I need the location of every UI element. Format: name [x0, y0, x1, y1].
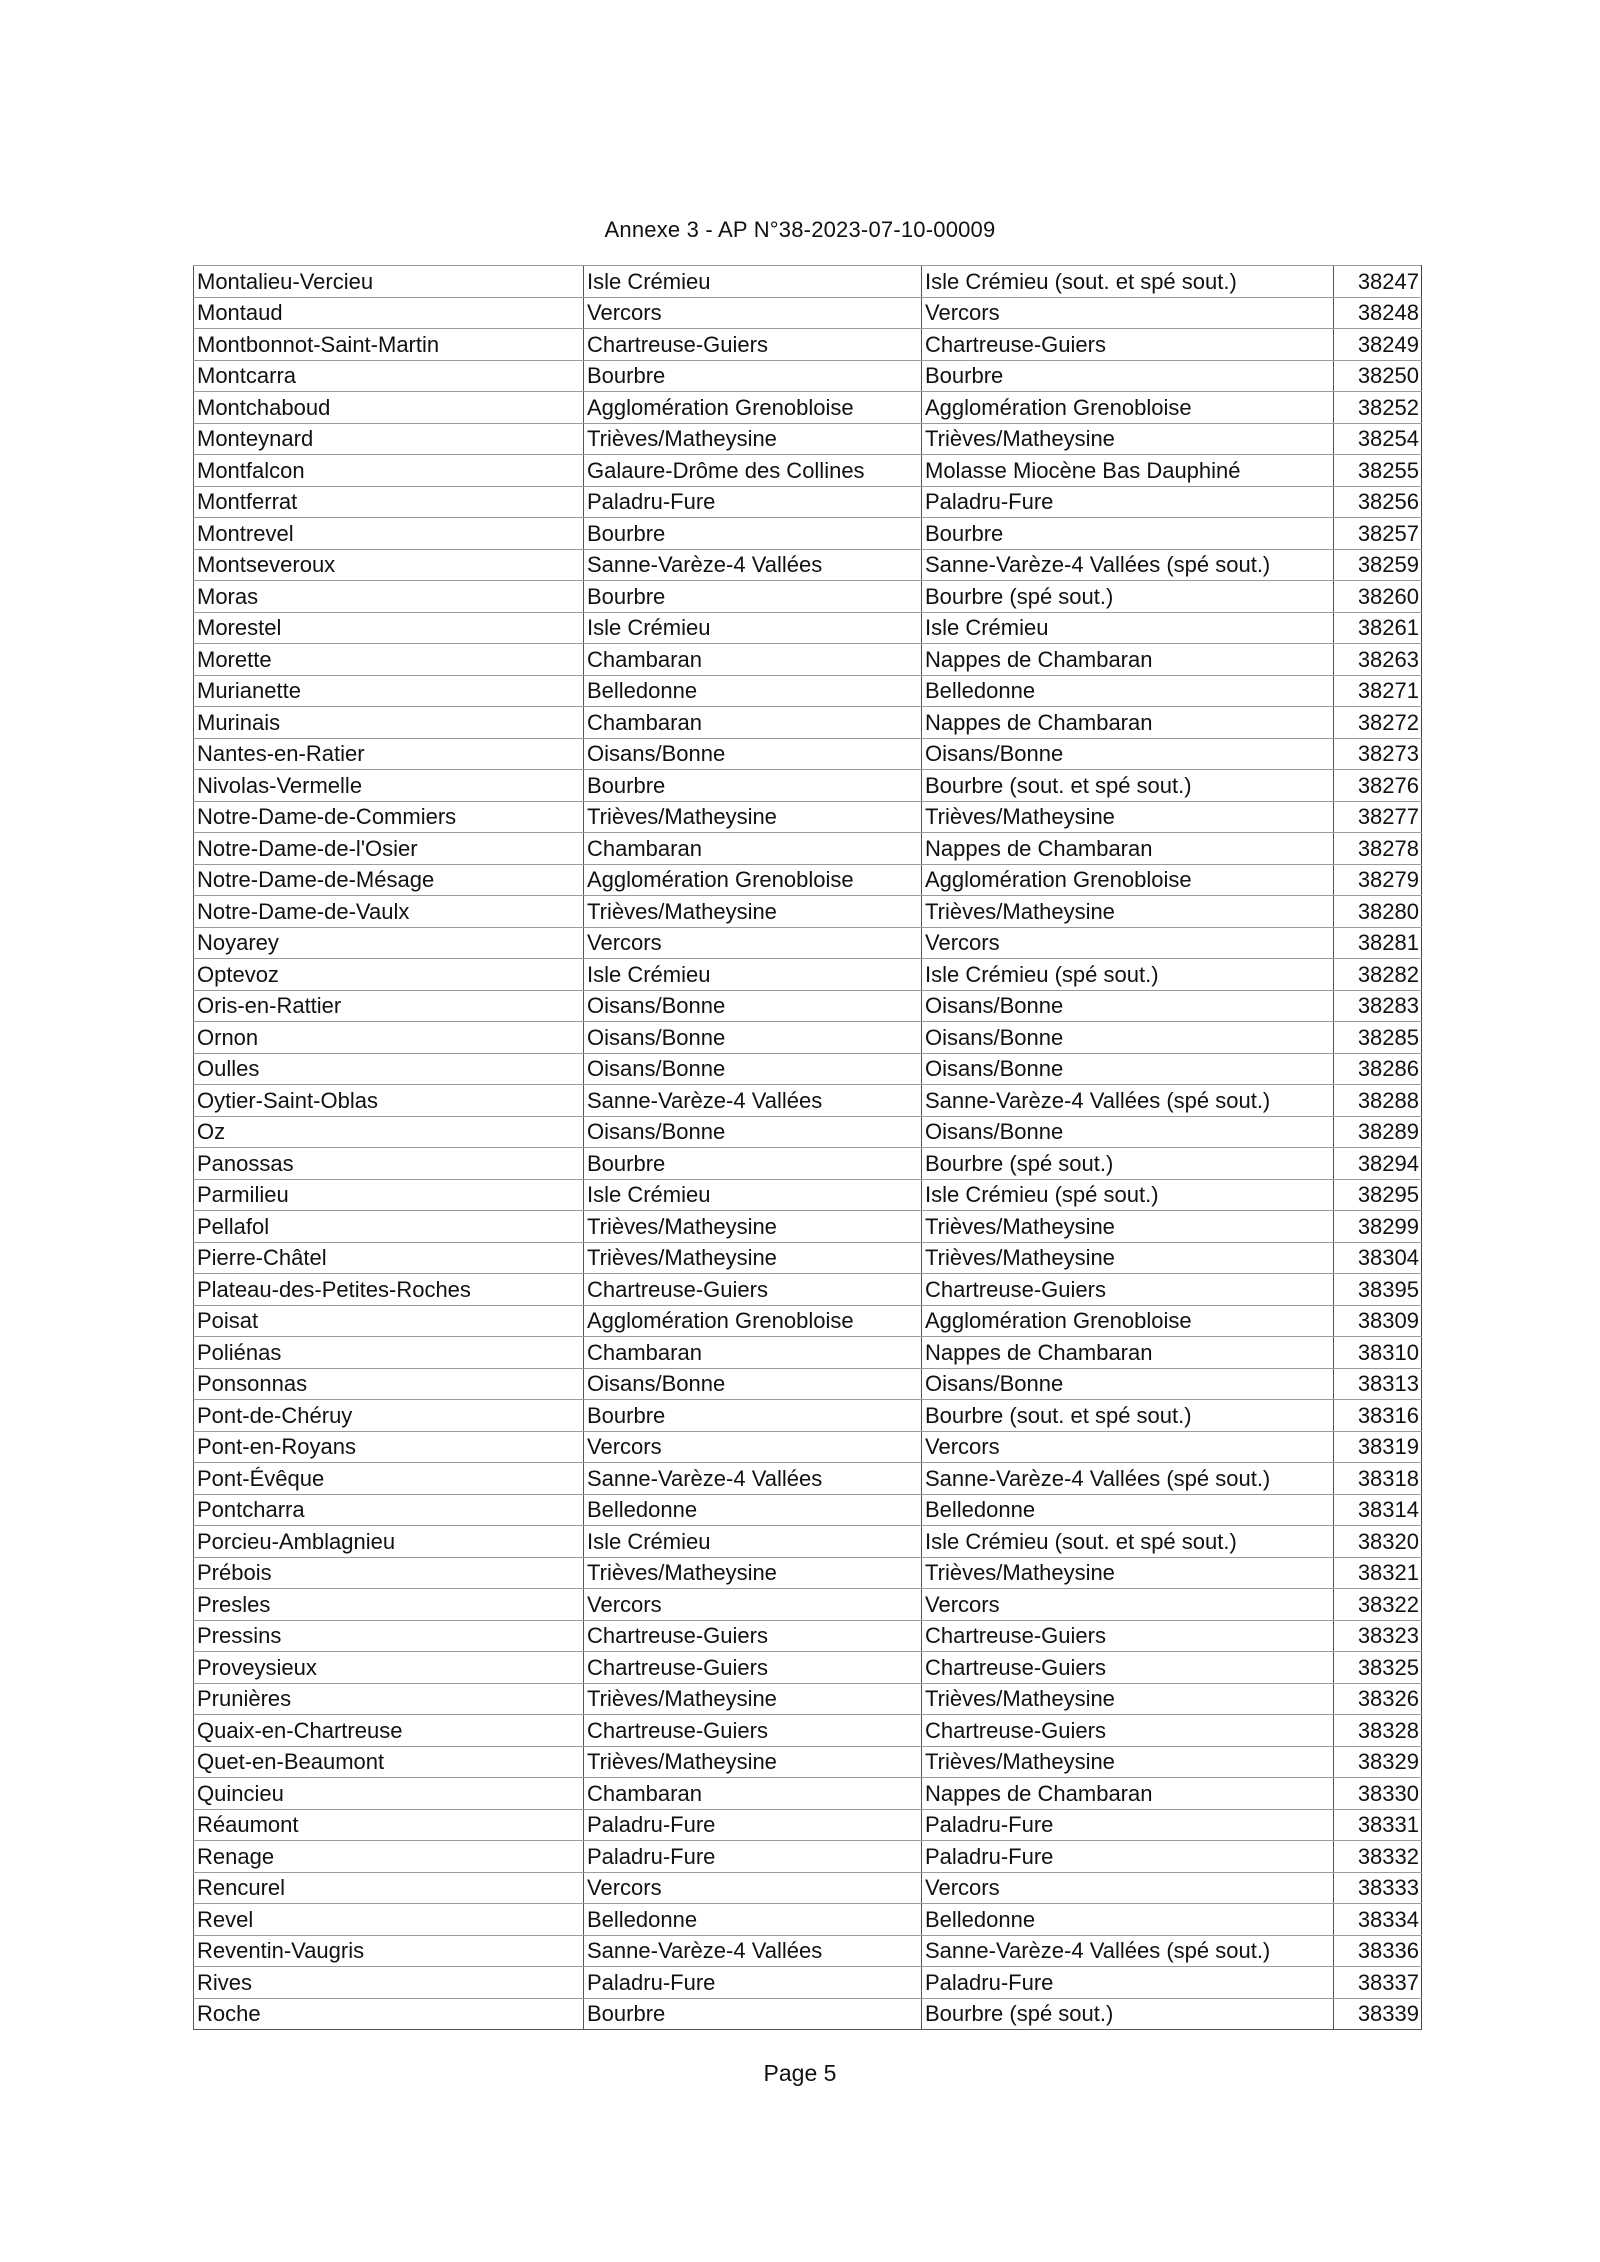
table-row	[194, 1967, 1422, 1999]
subzone-name-cell: Bourbre (spé sout.)	[922, 1998, 1334, 2030]
zone-name-cell: Sanne-Varèze-4 Vallées	[584, 1085, 922, 1117]
table-row	[194, 1872, 1422, 1904]
subzone-name-cell: Vercors	[922, 1431, 1334, 1463]
zone-name-cell: Chartreuse-Guiers	[584, 1715, 922, 1747]
commune-name-cell: Oris-en-Rattier	[194, 990, 584, 1022]
zone-name-cell: Isle Crémieu	[584, 266, 922, 298]
table-row	[194, 1337, 1422, 1369]
zone-name-cell: Trièves/Matheysine	[584, 1211, 922, 1243]
subzone-name-cell: Sanne-Varèze-4 Vallées (spé sout.)	[922, 1085, 1334, 1117]
subzone-name-cell: Sanne-Varèze-4 Vallées (spé sout.)	[922, 1463, 1334, 1495]
commune-name-cell: Nivolas-Vermelle	[194, 770, 584, 802]
insee-code-cell: 38259	[1334, 549, 1422, 581]
subzone-name-cell: Belledonne	[922, 675, 1334, 707]
commune-name-cell: Pontcharra	[194, 1494, 584, 1526]
insee-code-cell: 38328	[1334, 1715, 1422, 1747]
commune-name-cell: Montaud	[194, 297, 584, 329]
commune-name-cell: Porcieu-Amblagnieu	[194, 1526, 584, 1558]
commune-name-cell: Noyarey	[194, 927, 584, 959]
zone-name-cell: Oisans/Bonne	[584, 1022, 922, 1054]
table-row	[194, 1148, 1422, 1180]
commune-name-cell: Roche	[194, 1998, 584, 2030]
table-row	[194, 1463, 1422, 1495]
commune-name-cell: Rencurel	[194, 1872, 584, 1904]
commune-name-cell: Prunières	[194, 1683, 584, 1715]
subzone-name-cell: Bourbre (sout. et spé sout.)	[922, 770, 1334, 802]
zone-name-cell: Vercors	[584, 1589, 922, 1621]
zone-name-cell: Sanne-Varèze-4 Vallées	[584, 1463, 922, 1495]
zone-name-cell: Trièves/Matheysine	[584, 801, 922, 833]
commune-name-cell: Oz	[194, 1116, 584, 1148]
insee-code-cell: 38289	[1334, 1116, 1422, 1148]
commune-name-cell: Morette	[194, 644, 584, 676]
commune-name-cell: Notre-Dame-de-Vaulx	[194, 896, 584, 928]
commune-name-cell: Montferrat	[194, 486, 584, 518]
commune-name-cell: Revel	[194, 1904, 584, 1936]
commune-name-cell: Pont-en-Royans	[194, 1431, 584, 1463]
insee-code-cell: 38257	[1334, 518, 1422, 550]
zone-name-cell: Bourbre	[584, 1400, 922, 1432]
zone-name-cell: Bourbre	[584, 1148, 922, 1180]
insee-code-cell: 38277	[1334, 801, 1422, 833]
insee-code-cell: 38263	[1334, 644, 1422, 676]
table-row	[194, 1431, 1422, 1463]
zone-name-cell: Oisans/Bonne	[584, 1368, 922, 1400]
commune-name-cell: Quet-en-Beaumont	[194, 1746, 584, 1778]
zone-name-cell: Oisans/Bonne	[584, 738, 922, 770]
subzone-name-cell: Trièves/Matheysine	[922, 1211, 1334, 1243]
table-row	[194, 644, 1422, 676]
communes-table	[193, 265, 1422, 2030]
table-row	[194, 959, 1422, 991]
zone-name-cell: Agglomération Grenobloise	[584, 1305, 922, 1337]
table-row	[194, 297, 1422, 329]
insee-code-cell: 38313	[1334, 1368, 1422, 1400]
subzone-name-cell: Isle Crémieu (sout. et spé sout.)	[922, 266, 1334, 298]
insee-code-cell: 38248	[1334, 297, 1422, 329]
zone-name-cell: Chartreuse-Guiers	[584, 1274, 922, 1306]
table-row	[194, 423, 1422, 455]
subzone-name-cell: Sanne-Varèze-4 Vallées (spé sout.)	[922, 1935, 1334, 1967]
table-row	[194, 392, 1422, 424]
table-row	[194, 1053, 1422, 1085]
insee-code-cell: 38337	[1334, 1967, 1422, 1999]
subzone-name-cell: Trièves/Matheysine	[922, 1683, 1334, 1715]
table-row	[194, 1778, 1422, 1810]
table-row	[194, 1368, 1422, 1400]
table-row	[194, 360, 1422, 392]
zone-name-cell: Oisans/Bonne	[584, 1116, 922, 1148]
insee-code-cell: 38252	[1334, 392, 1422, 424]
zone-name-cell: Trièves/Matheysine	[584, 1746, 922, 1778]
subzone-name-cell: Isle Crémieu	[922, 612, 1334, 644]
insee-code-cell: 38320	[1334, 1526, 1422, 1558]
subzone-name-cell: Vercors	[922, 1872, 1334, 1904]
insee-code-cell: 38256	[1334, 486, 1422, 518]
table-row	[194, 1589, 1422, 1621]
zone-name-cell: Chambaran	[584, 1778, 922, 1810]
table-row	[194, 1085, 1422, 1117]
zone-name-cell: Isle Crémieu	[584, 612, 922, 644]
insee-code-cell: 38318	[1334, 1463, 1422, 1495]
insee-code-cell: 38272	[1334, 707, 1422, 739]
insee-code-cell: 38273	[1334, 738, 1422, 770]
subzone-name-cell: Vercors	[922, 1589, 1334, 1621]
zone-name-cell: Paladru-Fure	[584, 1967, 922, 1999]
zone-name-cell: Trièves/Matheysine	[584, 1683, 922, 1715]
table-row	[194, 1841, 1422, 1873]
commune-name-cell: Réaumont	[194, 1809, 584, 1841]
subzone-name-cell: Trièves/Matheysine	[922, 1557, 1334, 1589]
insee-code-cell: 38278	[1334, 833, 1422, 865]
table-row	[194, 1683, 1422, 1715]
insee-code-cell: 38254	[1334, 423, 1422, 455]
table-row	[194, 1935, 1422, 1967]
subzone-name-cell: Chartreuse-Guiers	[922, 1620, 1334, 1652]
subzone-name-cell: Vercors	[922, 297, 1334, 329]
subzone-name-cell: Isle Crémieu (spé sout.)	[922, 959, 1334, 991]
subzone-name-cell: Oisans/Bonne	[922, 1053, 1334, 1085]
insee-code-cell: 38321	[1334, 1557, 1422, 1589]
subzone-name-cell: Chartreuse-Guiers	[922, 1715, 1334, 1747]
subzone-name-cell: Nappes de Chambaran	[922, 644, 1334, 676]
commune-name-cell: Poisat	[194, 1305, 584, 1337]
commune-name-cell: Montseveroux	[194, 549, 584, 581]
insee-code-cell: 38281	[1334, 927, 1422, 959]
commune-name-cell: Quincieu	[194, 1778, 584, 1810]
commune-name-cell: Oytier-Saint-Oblas	[194, 1085, 584, 1117]
zone-name-cell: Chambaran	[584, 1337, 922, 1369]
subzone-name-cell: Bourbre (spé sout.)	[922, 1148, 1334, 1180]
commune-name-cell: Pont-de-Chéruy	[194, 1400, 584, 1432]
insee-code-cell: 38326	[1334, 1683, 1422, 1715]
zone-name-cell: Isle Crémieu	[584, 1179, 922, 1211]
table-row	[194, 486, 1422, 518]
zone-name-cell: Chartreuse-Guiers	[584, 1652, 922, 1684]
commune-name-cell: Monteynard	[194, 423, 584, 455]
zone-name-cell: Vercors	[584, 927, 922, 959]
insee-code-cell: 38336	[1334, 1935, 1422, 1967]
subzone-name-cell: Agglomération Grenobloise	[922, 392, 1334, 424]
commune-name-cell: Plateau-des-Petites-Roches	[194, 1274, 584, 1306]
zone-name-cell: Bourbre	[584, 581, 922, 613]
subzone-name-cell: Bourbre	[922, 360, 1334, 392]
table-row	[194, 266, 1422, 298]
commune-name-cell: Pierre-Châtel	[194, 1242, 584, 1274]
zone-name-cell: Vercors	[584, 1431, 922, 1463]
table-row	[194, 833, 1422, 865]
zone-name-cell: Isle Crémieu	[584, 1526, 922, 1558]
commune-name-cell: Montrevel	[194, 518, 584, 550]
subzone-name-cell: Agglomération Grenobloise	[922, 1305, 1334, 1337]
zone-name-cell: Belledonne	[584, 1904, 922, 1936]
zone-name-cell: Bourbre	[584, 1998, 922, 2030]
insee-code-cell: 38325	[1334, 1652, 1422, 1684]
table-row	[194, 864, 1422, 896]
subzone-name-cell: Paladru-Fure	[922, 1809, 1334, 1841]
page-number: Page 5	[763, 2060, 837, 2086]
zone-name-cell: Isle Crémieu	[584, 959, 922, 991]
insee-code-cell: 38314	[1334, 1494, 1422, 1526]
zone-name-cell: Vercors	[584, 297, 922, 329]
insee-code-cell: 38395	[1334, 1274, 1422, 1306]
subzone-name-cell: Bourbre (spé sout.)	[922, 581, 1334, 613]
table-row	[194, 1557, 1422, 1589]
table-row	[194, 770, 1422, 802]
zone-name-cell: Agglomération Grenobloise	[584, 392, 922, 424]
subzone-name-cell: Bourbre	[922, 518, 1334, 550]
insee-code-cell: 38323	[1334, 1620, 1422, 1652]
table-row	[194, 1809, 1422, 1841]
commune-name-cell: Notre-Dame-de-l'Osier	[194, 833, 584, 865]
commune-name-cell: Morestel	[194, 612, 584, 644]
commune-name-cell: Optevoz	[194, 959, 584, 991]
subzone-name-cell: Oisans/Bonne	[922, 1368, 1334, 1400]
commune-name-cell: Panossas	[194, 1148, 584, 1180]
commune-name-cell: Renage	[194, 1841, 584, 1873]
insee-code-cell: 38299	[1334, 1211, 1422, 1243]
table-row	[194, 896, 1422, 928]
zone-name-cell: Paladru-Fure	[584, 1809, 922, 1841]
zone-name-cell: Paladru-Fure	[584, 486, 922, 518]
table-row	[194, 1211, 1422, 1243]
insee-code-cell: 38288	[1334, 1085, 1422, 1117]
commune-name-cell: Pont-Évêque	[194, 1463, 584, 1495]
commune-name-cell: Montcarra	[194, 360, 584, 392]
subzone-name-cell: Oisans/Bonne	[922, 738, 1334, 770]
subzone-name-cell: Oisans/Bonne	[922, 990, 1334, 1022]
subzone-name-cell: Trièves/Matheysine	[922, 1746, 1334, 1778]
insee-code-cell: 38280	[1334, 896, 1422, 928]
commune-name-cell: Poliénas	[194, 1337, 584, 1369]
commune-name-cell: Montbonnot-Saint-Martin	[194, 329, 584, 361]
commune-name-cell: Montchaboud	[194, 392, 584, 424]
table-row	[194, 1904, 1422, 1936]
zone-name-cell: Galaure-Drôme des Collines	[584, 455, 922, 487]
zone-name-cell: Oisans/Bonne	[584, 1053, 922, 1085]
zone-name-cell: Bourbre	[584, 518, 922, 550]
subzone-name-cell: Chartreuse-Guiers	[922, 1274, 1334, 1306]
insee-code-cell: 38339	[1334, 1998, 1422, 2030]
insee-code-cell: 38285	[1334, 1022, 1422, 1054]
subzone-name-cell: Nappes de Chambaran	[922, 833, 1334, 865]
subzone-name-cell: Sanne-Varèze-4 Vallées (spé sout.)	[922, 549, 1334, 581]
zone-name-cell: Belledonne	[584, 1494, 922, 1526]
subzone-name-cell: Bourbre (sout. et spé sout.)	[922, 1400, 1334, 1432]
insee-code-cell: 38322	[1334, 1589, 1422, 1621]
commune-name-cell: Montfalcon	[194, 455, 584, 487]
insee-code-cell: 38276	[1334, 770, 1422, 802]
subzone-name-cell: Oisans/Bonne	[922, 1022, 1334, 1054]
commune-name-cell: Ponsonnas	[194, 1368, 584, 1400]
table-row	[194, 1715, 1422, 1747]
commune-name-cell: Quaix-en-Chartreuse	[194, 1715, 584, 1747]
table-row	[194, 1998, 1422, 2030]
table-row	[194, 1242, 1422, 1274]
commune-name-cell: Notre-Dame-de-Commiers	[194, 801, 584, 833]
table-row	[194, 1652, 1422, 1684]
zone-name-cell: Paladru-Fure	[584, 1841, 922, 1873]
commune-name-cell: Notre-Dame-de-Mésage	[194, 864, 584, 896]
commune-name-cell: Oulles	[194, 1053, 584, 1085]
table-row	[194, 612, 1422, 644]
zone-name-cell: Oisans/Bonne	[584, 990, 922, 1022]
commune-name-cell: Montalieu-Vercieu	[194, 266, 584, 298]
zone-name-cell: Belledonne	[584, 675, 922, 707]
subzone-name-cell: Oisans/Bonne	[922, 1116, 1334, 1148]
insee-code-cell: 38304	[1334, 1242, 1422, 1274]
subzone-name-cell: Agglomération Grenobloise	[922, 864, 1334, 896]
table-row	[194, 801, 1422, 833]
commune-name-cell: Nantes-en-Ratier	[194, 738, 584, 770]
table-row	[194, 927, 1422, 959]
zone-name-cell: Trièves/Matheysine	[584, 1242, 922, 1274]
insee-code-cell: 38333	[1334, 1872, 1422, 1904]
insee-code-cell: 38316	[1334, 1400, 1422, 1432]
zone-name-cell: Chambaran	[584, 833, 922, 865]
zone-name-cell: Agglomération Grenobloise	[584, 864, 922, 896]
zone-name-cell: Bourbre	[584, 770, 922, 802]
table-row	[194, 549, 1422, 581]
subzone-name-cell: Trièves/Matheysine	[922, 801, 1334, 833]
table-row	[194, 1746, 1422, 1778]
zone-name-cell: Chambaran	[584, 707, 922, 739]
subzone-name-cell: Vercors	[922, 927, 1334, 959]
subzone-name-cell: Trièves/Matheysine	[922, 896, 1334, 928]
zone-name-cell: Sanne-Varèze-4 Vallées	[584, 549, 922, 581]
insee-code-cell: 38247	[1334, 266, 1422, 298]
zone-name-cell: Trièves/Matheysine	[584, 1557, 922, 1589]
insee-code-cell: 38295	[1334, 1179, 1422, 1211]
table-row	[194, 1526, 1422, 1558]
subzone-name-cell: Chartreuse-Guiers	[922, 329, 1334, 361]
table-row	[194, 455, 1422, 487]
table-row	[194, 1305, 1422, 1337]
page-title: Annexe 3 - AP N°38-2023-07-10-00009	[604, 217, 996, 242]
commune-name-cell: Moras	[194, 581, 584, 613]
insee-code-cell: 38261	[1334, 612, 1422, 644]
insee-code-cell: 38331	[1334, 1809, 1422, 1841]
insee-code-cell: 38260	[1334, 581, 1422, 613]
subzone-name-cell: Isle Crémieu (sout. et spé sout.)	[922, 1526, 1334, 1558]
subzone-name-cell: Trièves/Matheysine	[922, 423, 1334, 455]
insee-code-cell: 38286	[1334, 1053, 1422, 1085]
insee-code-cell: 38309	[1334, 1305, 1422, 1337]
insee-code-cell: 38329	[1334, 1746, 1422, 1778]
commune-name-cell: Prébois	[194, 1557, 584, 1589]
subzone-name-cell: Nappes de Chambaran	[922, 707, 1334, 739]
insee-code-cell: 38279	[1334, 864, 1422, 896]
zone-name-cell: Sanne-Varèze-4 Vallées	[584, 1935, 922, 1967]
subzone-name-cell: Paladru-Fure	[922, 1841, 1334, 1873]
subzone-name-cell: Isle Crémieu (spé sout.)	[922, 1179, 1334, 1211]
subzone-name-cell: Nappes de Chambaran	[922, 1778, 1334, 1810]
insee-code-cell: 38255	[1334, 455, 1422, 487]
table-row	[194, 990, 1422, 1022]
subzone-name-cell: Paladru-Fure	[922, 1967, 1334, 1999]
table-row	[194, 1116, 1422, 1148]
table-row	[194, 1494, 1422, 1526]
commune-name-cell: Rives	[194, 1967, 584, 1999]
commune-name-cell: Reventin-Vaugris	[194, 1935, 584, 1967]
insee-code-cell: 38294	[1334, 1148, 1422, 1180]
zone-name-cell: Chambaran	[584, 644, 922, 676]
insee-code-cell: 38332	[1334, 1841, 1422, 1873]
subzone-name-cell: Belledonne	[922, 1494, 1334, 1526]
commune-name-cell: Proveysieux	[194, 1652, 584, 1684]
subzone-name-cell: Nappes de Chambaran	[922, 1337, 1334, 1369]
table-row	[194, 1179, 1422, 1211]
insee-code-cell: 38250	[1334, 360, 1422, 392]
commune-name-cell: Pellafol	[194, 1211, 584, 1243]
commune-name-cell: Parmilieu	[194, 1179, 584, 1211]
table-row	[194, 581, 1422, 613]
zone-name-cell: Chartreuse-Guiers	[584, 329, 922, 361]
commune-name-cell: Ornon	[194, 1022, 584, 1054]
zone-name-cell: Bourbre	[584, 360, 922, 392]
table-row	[194, 1274, 1422, 1306]
table-row	[194, 675, 1422, 707]
table-row	[194, 329, 1422, 361]
table-row	[194, 518, 1422, 550]
commune-name-cell: Pressins	[194, 1620, 584, 1652]
insee-code-cell: 38283	[1334, 990, 1422, 1022]
commune-name-cell: Murinais	[194, 707, 584, 739]
insee-code-cell: 38271	[1334, 675, 1422, 707]
insee-code-cell: 38319	[1334, 1431, 1422, 1463]
subzone-name-cell: Chartreuse-Guiers	[922, 1652, 1334, 1684]
insee-code-cell: 38310	[1334, 1337, 1422, 1369]
zone-name-cell: Chartreuse-Guiers	[584, 1620, 922, 1652]
table-row	[194, 1400, 1422, 1432]
subzone-name-cell: Molasse Miocène Bas Dauphiné	[922, 455, 1334, 487]
subzone-name-cell: Belledonne	[922, 1904, 1334, 1936]
insee-code-cell: 38282	[1334, 959, 1422, 991]
table-row	[194, 1620, 1422, 1652]
insee-code-cell: 38330	[1334, 1778, 1422, 1810]
table-row	[194, 738, 1422, 770]
commune-name-cell: Presles	[194, 1589, 584, 1621]
table-row	[194, 1022, 1422, 1054]
commune-name-cell: Murianette	[194, 675, 584, 707]
table-row	[194, 707, 1422, 739]
zone-name-cell: Trièves/Matheysine	[584, 896, 922, 928]
table-body	[194, 266, 1422, 2030]
subzone-name-cell: Trièves/Matheysine	[922, 1242, 1334, 1274]
subzone-name-cell: Paladru-Fure	[922, 486, 1334, 518]
insee-code-cell: 38249	[1334, 329, 1422, 361]
zone-name-cell: Vercors	[584, 1872, 922, 1904]
zone-name-cell: Trièves/Matheysine	[584, 423, 922, 455]
insee-code-cell: 38334	[1334, 1904, 1422, 1936]
